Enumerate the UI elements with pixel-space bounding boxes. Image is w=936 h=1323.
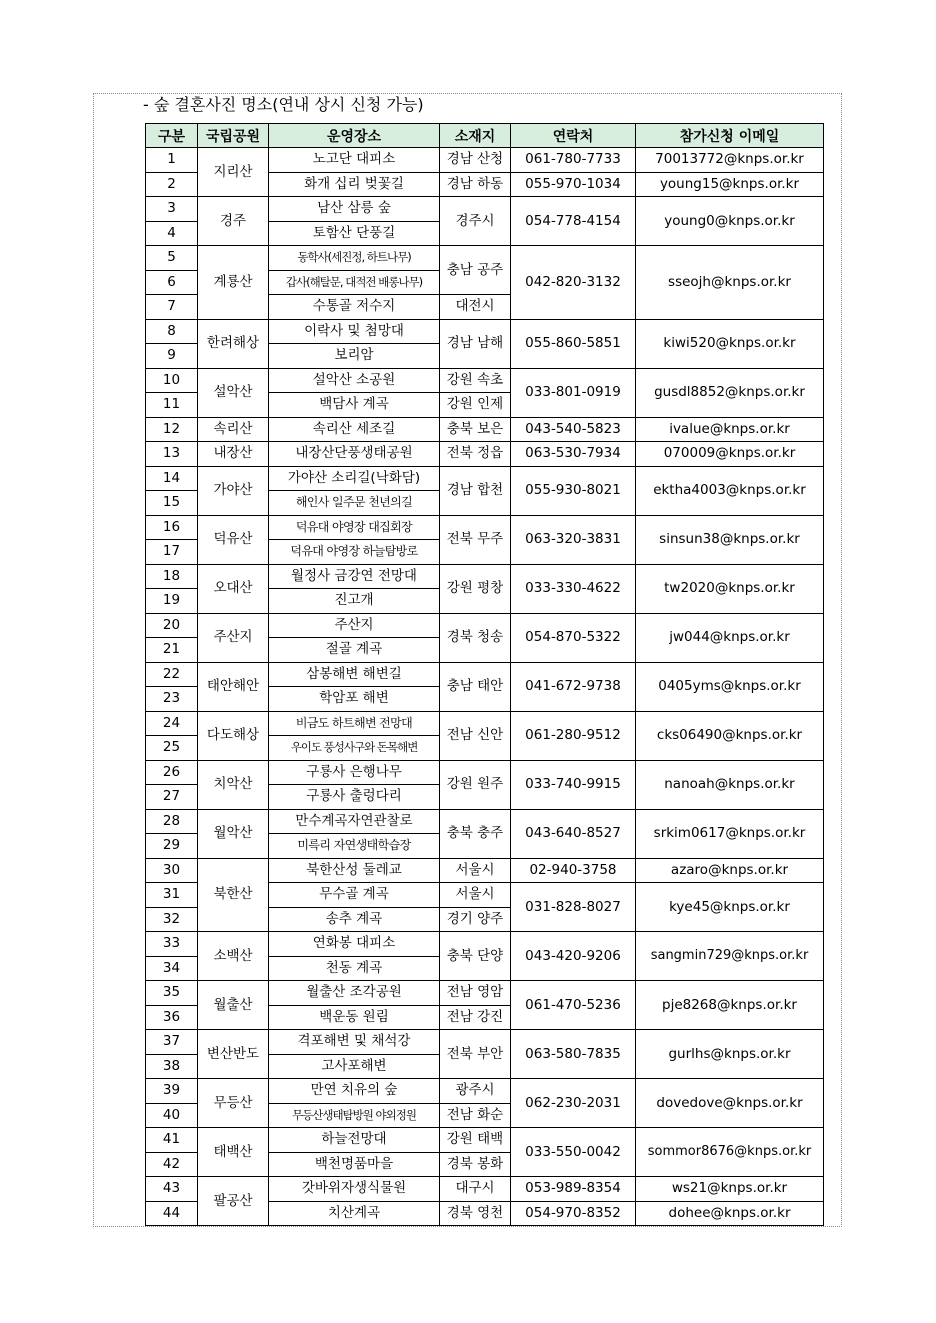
table-row (146, 442, 824, 467)
place-name: 백천명품마을 (269, 1152, 440, 1177)
place-name: 송추 계곡 (269, 907, 440, 932)
place-name: 설악산 소공원 (269, 368, 440, 393)
email-cell: ivalue@knps.or.kr (636, 417, 824, 442)
table-row (146, 515, 824, 540)
table-body (146, 148, 824, 1226)
row-number: 32 (146, 907, 198, 932)
email-cell: sangmin729@knps.or.kr (636, 932, 824, 981)
phone-cell: 033-330-4622 (511, 564, 636, 613)
location-cell: 전북 부안 (440, 1030, 511, 1079)
location-cell: 강원 태백 (440, 1128, 511, 1153)
place-name: 고사포해변 (269, 1054, 440, 1079)
header-phone: 연락처 (511, 124, 636, 148)
park-name: 태백산 (198, 1128, 269, 1177)
place-name: 미륵리 자연생태학습장 (269, 834, 440, 859)
wedding-photo-spots-table (145, 123, 824, 1226)
place-name: 동학사(세진정, 하트나무) (269, 246, 440, 271)
row-number: 15 (146, 491, 198, 516)
email-cell: nanoah@knps.or.kr (636, 760, 824, 809)
table-row (146, 1128, 824, 1153)
email-cell: sseojh@knps.or.kr (636, 246, 824, 320)
table-header-row (146, 124, 824, 148)
table-row (146, 711, 824, 736)
header-park: 국립공원 (198, 124, 269, 148)
park-name: 지리산 (198, 148, 269, 197)
place-name: 해인사 일주문 천년의길 (269, 491, 440, 516)
location-cell: 경남 하동 (440, 172, 511, 197)
row-number: 31 (146, 883, 198, 908)
row-number: 37 (146, 1030, 198, 1055)
place-name: 내장산단풍생태공원 (269, 442, 440, 467)
row-number: 25 (146, 736, 198, 761)
place-name: 구룡사 출렁다리 (269, 785, 440, 810)
phone-cell: 054-870-5322 (511, 613, 636, 662)
table-row (146, 981, 824, 1006)
email-cell: ws21@knps.or.kr (636, 1177, 824, 1202)
table-row (146, 1177, 824, 1202)
place-name: 수통골 저수지 (269, 295, 440, 320)
header-email: 참가신청 이메일 (636, 124, 824, 148)
park-name: 오대산 (198, 564, 269, 613)
park-name: 북한산 (198, 858, 269, 932)
phone-cell: 033-801-0919 (511, 368, 636, 417)
place-name: 구룡사 은행나무 (269, 760, 440, 785)
phone-cell: 054-778-4154 (511, 197, 636, 246)
park-name: 월출산 (198, 981, 269, 1030)
location-cell: 강원 속초 (440, 368, 511, 393)
email-cell: sommor8676@knps.or.kr (636, 1128, 824, 1177)
location-cell: 경남 남해 (440, 319, 511, 368)
row-number: 5 (146, 246, 198, 271)
park-name: 계룡산 (198, 246, 269, 320)
park-name: 내장산 (198, 442, 269, 467)
row-number: 4 (146, 221, 198, 246)
table-row (146, 319, 824, 344)
park-name: 다도해상 (198, 711, 269, 760)
row-number: 27 (146, 785, 198, 810)
row-number: 29 (146, 834, 198, 859)
row-number: 1 (146, 148, 198, 173)
table-row (146, 148, 824, 173)
phone-cell: 043-420-9206 (511, 932, 636, 981)
location-cell: 경북 청송 (440, 613, 511, 662)
location-cell: 전북 무주 (440, 515, 511, 564)
park-name: 한려해상 (198, 319, 269, 368)
park-name: 속리산 (198, 417, 269, 442)
phone-cell: 02-940-3758 (511, 858, 636, 883)
location-cell: 전남 강진 (440, 1005, 511, 1030)
table-row (146, 809, 824, 834)
email-cell: kye45@knps.or.kr (636, 883, 824, 932)
phone-cell: 033-740-9915 (511, 760, 636, 809)
place-name: 연화봉 대피소 (269, 932, 440, 957)
location-cell: 강원 원주 (440, 760, 511, 809)
park-name: 덕유산 (198, 515, 269, 564)
row-number: 41 (146, 1128, 198, 1153)
phone-cell: 031-828-8027 (511, 883, 636, 932)
row-number: 38 (146, 1054, 198, 1079)
phone-cell: 033-550-0042 (511, 1128, 636, 1177)
location-cell: 대전시 (440, 295, 511, 320)
table-row (146, 613, 824, 638)
row-number: 39 (146, 1079, 198, 1104)
place-name: 노고단 대피소 (269, 148, 440, 173)
row-number: 17 (146, 540, 198, 565)
table-row (146, 368, 824, 393)
row-number: 24 (146, 711, 198, 736)
email-cell: tw2020@knps.or.kr (636, 564, 824, 613)
place-name: 천동 계곡 (269, 956, 440, 981)
park-name: 설악산 (198, 368, 269, 417)
row-number: 35 (146, 981, 198, 1006)
place-name: 하늘전망대 (269, 1128, 440, 1153)
place-name: 가야산 소리길(낙화담) (269, 466, 440, 491)
park-name: 무등산 (198, 1079, 269, 1128)
email-cell: young0@knps.or.kr (636, 197, 824, 246)
email-cell: 070009@knps.or.kr (636, 442, 824, 467)
row-number: 13 (146, 442, 198, 467)
row-number: 26 (146, 760, 198, 785)
place-name: 토함산 단풍길 (269, 221, 440, 246)
phone-cell: 055-930-8021 (511, 466, 636, 515)
location-cell: 전남 신안 (440, 711, 511, 760)
table-row (146, 417, 824, 442)
email-cell: dovedove@knps.or.kr (636, 1079, 824, 1128)
place-name: 월정사 금강연 전망대 (269, 564, 440, 589)
location-cell: 전남 영암 (440, 981, 511, 1006)
location-cell: 대구시 (440, 1177, 511, 1202)
header-place: 운영장소 (269, 124, 440, 148)
row-number: 42 (146, 1152, 198, 1177)
table-row (146, 564, 824, 589)
row-number: 7 (146, 295, 198, 320)
location-cell: 경북 봉화 (440, 1152, 511, 1177)
location-cell: 서울시 (440, 883, 511, 908)
location-cell: 경남 산청 (440, 148, 511, 173)
header-no: 구분 (146, 124, 198, 148)
location-cell: 충남 공주 (440, 246, 511, 295)
row-number: 6 (146, 270, 198, 295)
place-name: 만수계곡자연관찰로 (269, 809, 440, 834)
row-number: 28 (146, 809, 198, 834)
location-cell: 경남 합천 (440, 466, 511, 515)
phone-cell: 053-989-8354 (511, 1177, 636, 1202)
row-number: 2 (146, 172, 198, 197)
place-name: 격포해변 및 채석강 (269, 1030, 440, 1055)
phone-cell: 043-640-8527 (511, 809, 636, 858)
place-name: 절골 계곡 (269, 638, 440, 663)
place-name: 치산계곡 (269, 1201, 440, 1226)
park-name: 경주 (198, 197, 269, 246)
place-name: 우이도 풍성사구와 돈목해변 (269, 736, 440, 761)
email-cell: gurlhs@knps.or.kr (636, 1030, 824, 1079)
location-cell: 강원 평창 (440, 564, 511, 613)
email-cell: 0405yms@knps.or.kr (636, 662, 824, 711)
row-number: 43 (146, 1177, 198, 1202)
row-number: 30 (146, 858, 198, 883)
park-name: 월악산 (198, 809, 269, 858)
email-cell: jw044@knps.or.kr (636, 613, 824, 662)
place-name: 갑사(해탈문, 대적전 배롱나무) (269, 270, 440, 295)
table-row (146, 1030, 824, 1055)
location-cell: 전북 정읍 (440, 442, 511, 467)
row-number: 40 (146, 1103, 198, 1128)
row-number: 8 (146, 319, 198, 344)
park-name: 팔공산 (198, 1177, 269, 1226)
row-number: 16 (146, 515, 198, 540)
email-cell: cks06490@knps.or.kr (636, 711, 824, 760)
email-cell: pje8268@knps.or.kr (636, 981, 824, 1030)
phone-cell: 062-230-2031 (511, 1079, 636, 1128)
place-name: 학암포 해변 (269, 687, 440, 712)
place-name: 백담사 계곡 (269, 393, 440, 418)
place-name: 백운동 원림 (269, 1005, 440, 1030)
place-name: 갓바위자생식물원 (269, 1177, 440, 1202)
phone-cell: 043-540-5823 (511, 417, 636, 442)
row-number: 20 (146, 613, 198, 638)
park-name: 치악산 (198, 760, 269, 809)
email-cell: srkim0617@knps.or.kr (636, 809, 824, 858)
email-cell: kiwi520@knps.or.kr (636, 319, 824, 368)
place-name: 비금도 하트해변 전망대 (269, 711, 440, 736)
location-cell: 충남 태안 (440, 662, 511, 711)
row-number: 34 (146, 956, 198, 981)
phone-cell: 055-860-5851 (511, 319, 636, 368)
table-row (146, 858, 824, 883)
place-name: 덕유대 야영장 대집회장 (269, 515, 440, 540)
row-number: 11 (146, 393, 198, 418)
phone-cell: 063-320-3831 (511, 515, 636, 564)
place-name: 무등산생태탐방원 야외정원 (269, 1103, 440, 1128)
email-cell: azaro@knps.or.kr (636, 858, 824, 883)
place-name: 남산 삼릉 숲 (269, 197, 440, 222)
place-name: 화개 십리 벚꽃길 (269, 172, 440, 197)
location-cell: 충북 단양 (440, 932, 511, 981)
place-name: 진고개 (269, 589, 440, 614)
email-cell: gusdl8852@knps.or.kr (636, 368, 824, 417)
location-cell: 서울시 (440, 858, 511, 883)
email-cell: young15@knps.or.kr (636, 172, 824, 197)
phone-cell: 054-970-8352 (511, 1201, 636, 1226)
place-name: 북한산성 둘레교 (269, 858, 440, 883)
email-cell: ektha4003@knps.or.kr (636, 466, 824, 515)
email-cell: sinsun38@knps.or.kr (636, 515, 824, 564)
place-name: 보리암 (269, 344, 440, 369)
phone-cell: 041-672-9738 (511, 662, 636, 711)
row-number: 23 (146, 687, 198, 712)
phone-cell: 061-470-5236 (511, 981, 636, 1030)
phone-cell: 063-580-7835 (511, 1030, 636, 1079)
row-number: 9 (146, 344, 198, 369)
park-name: 가야산 (198, 466, 269, 515)
row-number: 36 (146, 1005, 198, 1030)
location-cell: 전남 화순 (440, 1103, 511, 1128)
table-row (146, 1079, 824, 1104)
place-name: 속리산 세조길 (269, 417, 440, 442)
place-name: 만연 치유의 숲 (269, 1079, 440, 1104)
table-row (146, 932, 824, 957)
header-location: 소재지 (440, 124, 511, 148)
phone-cell: 061-780-7733 (511, 148, 636, 173)
place-name: 덕유대 야영장 하늘탐방로 (269, 540, 440, 565)
place-name: 이락사 및 첨망대 (269, 319, 440, 344)
row-number: 44 (146, 1201, 198, 1226)
place-name: 주산지 (269, 613, 440, 638)
place-name: 삼봉해변 해변길 (269, 662, 440, 687)
row-number: 10 (146, 368, 198, 393)
location-cell: 강원 인제 (440, 393, 511, 418)
email-cell: dohee@knps.or.kr (636, 1201, 824, 1226)
row-number: 14 (146, 466, 198, 491)
table-row (146, 662, 824, 687)
location-cell: 경북 영천 (440, 1201, 511, 1226)
row-number: 12 (146, 417, 198, 442)
row-number: 21 (146, 638, 198, 663)
row-number: 33 (146, 932, 198, 957)
park-name: 소백산 (198, 932, 269, 981)
place-name: 월출산 조각공원 (269, 981, 440, 1006)
row-number: 19 (146, 589, 198, 614)
location-cell: 경기 양주 (440, 907, 511, 932)
table-row (146, 760, 824, 785)
park-name: 태안해안 (198, 662, 269, 711)
phone-cell: 063-530-7934 (511, 442, 636, 467)
park-name: 주산지 (198, 613, 269, 662)
park-name: 변산반도 (198, 1030, 269, 1079)
row-number: 18 (146, 564, 198, 589)
place-name: 무수골 계곡 (269, 883, 440, 908)
section-heading: - 숲 결혼사진 명소(연내 상시 신청 가능) (143, 95, 424, 114)
location-cell: 충북 충주 (440, 809, 511, 858)
row-number: 3 (146, 197, 198, 222)
phone-cell: 055-970-1034 (511, 172, 636, 197)
location-cell: 광주시 (440, 1079, 511, 1104)
row-number: 22 (146, 662, 198, 687)
table-row (146, 197, 824, 222)
phone-cell: 042-820-3132 (511, 246, 636, 320)
phone-cell: 061-280-9512 (511, 711, 636, 760)
table-row (146, 466, 824, 491)
table-row (146, 246, 824, 271)
location-cell: 경주시 (440, 197, 511, 246)
location-cell: 충북 보은 (440, 417, 511, 442)
email-cell: 70013772@knps.or.kr (636, 148, 824, 173)
